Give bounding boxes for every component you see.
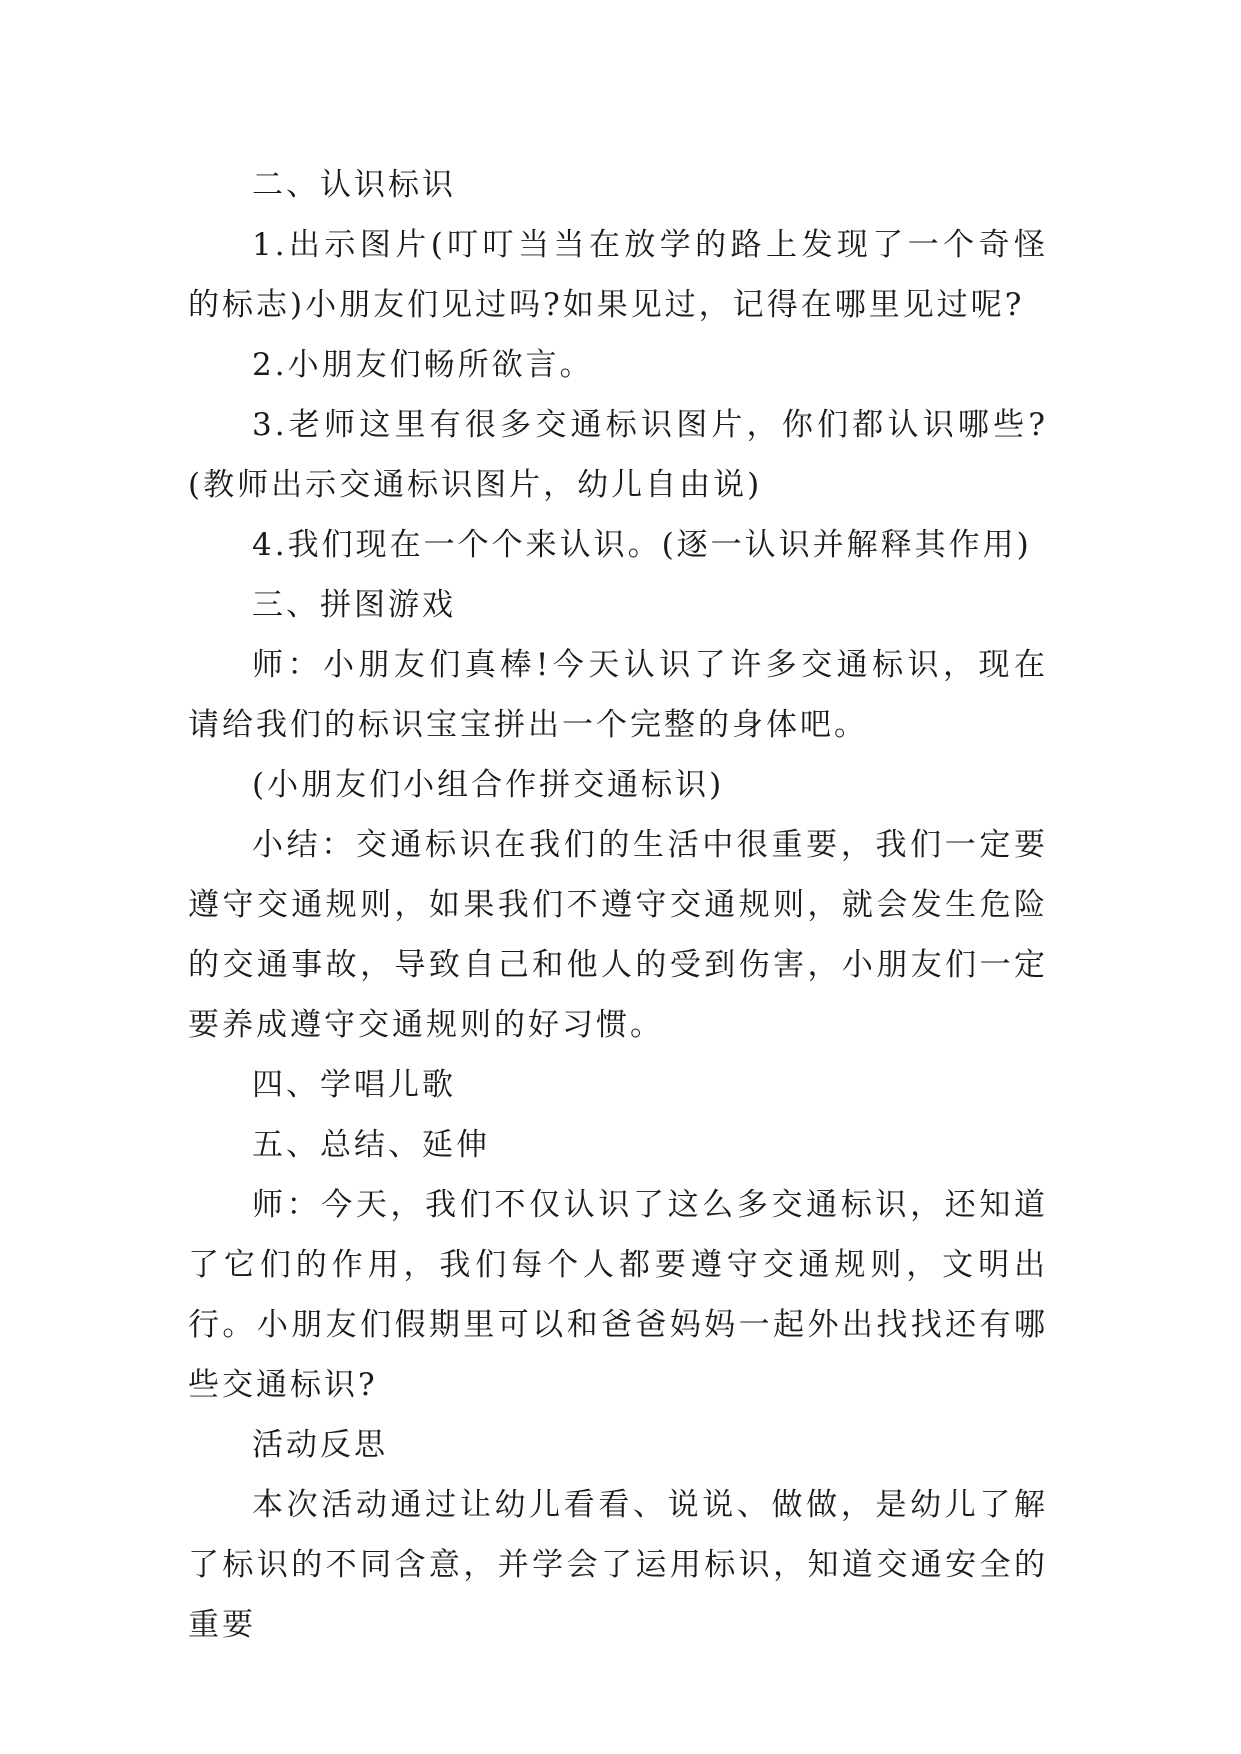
paragraph-teacher-pictures: 3.老师这里有很多交通标识图片，你们都认识哪些?(教师出示交通标识图片，幼儿自由说)	[188, 407, 1048, 503]
paragraph-summary: 小结：交通标识在我们的生活中很重要，我们一定要遵守交通规则，如果我们不遵守交通规则，就会发生危险的交通事故，导致自己和他人的受到伤害，小朋友们一定要养成遵守交通规则的好习惯。	[188, 827, 1048, 1043]
paragraph-teacher-puzzle: 师：小朋友们真棒!今天认识了许多交通标识，现在请给我们的标识宝宝拼出一个完整的身体吧。	[188, 647, 1048, 743]
section-heading-puzzle-game: 三、拼图游戏	[252, 587, 456, 623]
section-heading-reflection: 活动反思	[252, 1427, 388, 1463]
section-heading-conclusion: 五、总结、延伸	[252, 1127, 490, 1163]
section-heading-learn-song: 四、学唱儿歌	[252, 1067, 456, 1103]
section-heading-recognize-signs: 二、认识标识	[252, 167, 456, 203]
document-body	[188, 155, 1048, 1655]
paragraph-recognize-one-by-one: 4.我们现在一个个来认识。(逐一认识并解释其作用)	[252, 527, 1032, 563]
paragraph-children-speak: 2.小朋友们畅所欲言。	[252, 347, 594, 383]
paragraph-group-puzzle: (小朋友们小组合作拼交通标识)	[252, 767, 725, 803]
paragraph-teacher-conclusion: 师：今天，我们不仅认识了这么多交通标识，还知道了它们的作用，我们每个人都要遵守交通规则，文明出行。小朋友们假期里可以和爸爸妈妈一起外出找找还有哪些交通标识?	[188, 1187, 1048, 1403]
paragraph-reflection: 本次活动通过让幼儿看看、说说、做做，是幼儿了解了标识的不同含意，并学会了运用标识，知道交通安全的重要	[188, 1487, 1048, 1643]
paragraph-show-picture: 1.出示图片(叮叮当当在放学的路上发现了一个奇怪的标志)小朋友们见过吗?如果见过，记得在哪里见过呢?	[188, 227, 1048, 323]
